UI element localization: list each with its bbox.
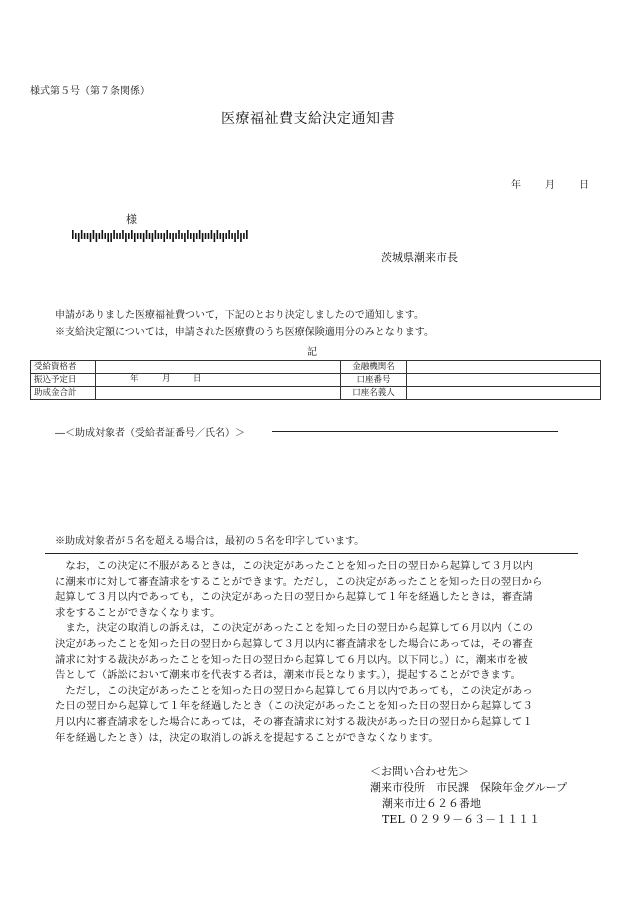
- ki-label: 記: [307, 347, 317, 358]
- label-recipient: 受給資格者: [31, 361, 96, 374]
- barcode-bar: [146, 230, 148, 239]
- label-grant-total: 助成金合計: [31, 387, 96, 400]
- barcode-bar: [178, 230, 180, 239]
- body-line: なお，この決定に不服があるときは，この決定があったことを知った日の翌日から起算して３月以内: [55, 560, 533, 572]
- barcode-bar: [205, 233, 207, 239]
- barcode-bar: [87, 233, 89, 239]
- barcode-bar: [175, 233, 177, 239]
- label-bank-name: 金融機関名: [341, 361, 407, 374]
- barcode-bar: [78, 233, 80, 242]
- body-line: また，決定の取消しの訴えは，この決定があったことを知った日の翌日から起算して６月以内（この: [55, 622, 533, 635]
- barcode-bar: [149, 233, 151, 239]
- subject-heading-rule: [272, 431, 558, 432]
- barcode-bar: [184, 233, 186, 242]
- barcode-bar: [166, 230, 168, 239]
- barcode-bar: [75, 233, 77, 239]
- table-row: [31, 361, 601, 374]
- date-year: 年: [511, 180, 521, 191]
- contact-tel: TEL ０２９９－６３－１１１１: [382, 813, 541, 826]
- body-line: 請求に対する裁決があったことを知った日の翌日から起算して６月以内。以下同じ。）に，潮来市を被: [55, 653, 528, 666]
- barcode-bar: [234, 233, 236, 242]
- barcode-bar: [90, 233, 92, 242]
- barcode-bar: [119, 233, 121, 239]
- form-number: 様式第５号（第７条関係）: [30, 86, 150, 97]
- barcode-bar: [131, 230, 133, 239]
- barcode-bar: [240, 233, 242, 242]
- barcode-bar: [172, 233, 174, 242]
- barcode-bar: [81, 230, 83, 239]
- document-title: 医療福祉費支給決定通知書: [221, 111, 395, 127]
- issuer-name: 茨城県潮来市長: [381, 251, 458, 264]
- barcode-bar: [193, 233, 195, 242]
- barcode-bar: [152, 233, 154, 242]
- barcode-bar: [107, 233, 109, 242]
- body-line: 求をすることができなくなります。: [55, 606, 221, 619]
- barcode-bar: [220, 233, 222, 239]
- barcode-bar: [190, 233, 192, 239]
- transfer-year: 年: [130, 374, 139, 384]
- section-divider: [45, 553, 578, 554]
- payment-info-table: [30, 360, 601, 400]
- barcode-bar: [143, 233, 145, 242]
- barcode-bar: [163, 233, 165, 242]
- contact-address: 潮来市辻６２６番地: [382, 797, 481, 810]
- contact-block: [370, 764, 567, 828]
- barcode-bar: [155, 230, 157, 239]
- barcode-bar: [140, 233, 142, 239]
- barcode-bar: [134, 233, 136, 242]
- barcode-bar: [217, 230, 219, 239]
- barcode-bar: [122, 230, 124, 239]
- barcode-bar: [196, 233, 198, 239]
- barcode-bar: [104, 233, 106, 239]
- transfer-day: 日: [193, 374, 202, 384]
- body-line: ただし，この決定があったことを知った日の翌日から起算して６月以内であっても，この決定があっ: [55, 684, 533, 697]
- label-transfer-date: 振込予定日: [31, 374, 96, 387]
- barcode-bar: [93, 230, 95, 239]
- body-line: 月以内に審査請求をした場合にあっては，その審査請求に対する裁決があった日の翌日から起算して１: [55, 715, 533, 728]
- barcode-bar: [158, 233, 160, 239]
- date-day: 日: [579, 180, 589, 191]
- body-line: 起算して３月以内であっても，この決定があった日の翌日から起算して１年を経過したときは，審査請: [55, 591, 533, 604]
- barcode-bar: [228, 230, 230, 239]
- value-account-number: [407, 374, 601, 387]
- barcode-bar: [116, 233, 118, 239]
- subject-heading: ―＜助成対象者（受給者証番号／氏名）＞: [55, 428, 245, 439]
- intro-line-2: ※支給決定額については，申請された医療費のうち医療保険適用分のみとなります。: [55, 327, 434, 338]
- barcode-bar: [137, 233, 139, 239]
- body-line: 年を経過したとき）は，決定の取消しの訴えを提起することができなくなります。: [55, 731, 439, 744]
- barcode-bar: [202, 233, 204, 242]
- intro-line-1: 申請がありました医療福祉費ついて，下記のとおり決定しましたので通知します。: [55, 310, 424, 321]
- barcode-bar: [128, 233, 130, 239]
- barcode-bar: [84, 233, 86, 239]
- barcode-bar: [72, 230, 74, 239]
- barcode-bar: [222, 233, 224, 242]
- label-account-number: 口座番号: [341, 374, 407, 387]
- body-line: に潮来市に対して審査請求をすることができます。ただし，この決定があったことを知った日の翌日から: [55, 575, 543, 588]
- body-line: 決定があったことを知った日の翌日から起算して３月以内に審査請求をした場合にあっては，その審査: [55, 637, 533, 650]
- recipient-honorific: 様: [126, 213, 137, 226]
- value-account-holder: [407, 387, 601, 400]
- contact-office: 潮来市役所 市民課 保険年金グループ: [370, 781, 568, 794]
- body-line: 告として（訴訟において潮来市を代表する者は，潮来市長となります。），提起することができます。: [55, 669, 521, 682]
- barcode-bar: [199, 230, 201, 239]
- barcode-bar: [246, 230, 248, 239]
- barcode-bar: [225, 233, 227, 239]
- barcode-bar: [169, 233, 171, 239]
- barcode-bar: [231, 233, 233, 239]
- barcode-bar: [110, 233, 112, 242]
- barcode-bar: [208, 233, 210, 239]
- barcode-bar: [243, 233, 245, 239]
- barcode-bar: [211, 230, 213, 239]
- appeal-notice-body: [55, 559, 580, 746]
- date-month: 月: [545, 180, 555, 191]
- barcode-bar: [237, 230, 239, 239]
- five-person-notice: ※助成対象者が５名を超える場合は，最初の５名を印字しています。: [55, 536, 365, 547]
- value-bank-name: [407, 361, 601, 374]
- label-account-holder: 口座名義人: [341, 387, 407, 400]
- barcode-bar: [99, 233, 101, 239]
- value-transfer-date: [96, 374, 341, 387]
- barcode-bar: [161, 233, 163, 239]
- barcode-bar: [113, 230, 115, 239]
- contact-heading: ＜お問い合わせ先＞: [370, 765, 469, 778]
- barcode-bar: [214, 233, 216, 242]
- transfer-month: 月: [162, 374, 171, 384]
- value-recipient: [96, 361, 341, 374]
- barcode-bar: [96, 233, 98, 242]
- table-row: [31, 374, 601, 387]
- barcode-bar: [181, 233, 183, 239]
- barcode-bar: [102, 230, 104, 239]
- value-grant-total: [96, 387, 341, 400]
- table-row: [31, 387, 601, 400]
- customer-barcode: [72, 230, 249, 242]
- barcode-bar: [125, 233, 127, 242]
- body-line: た日の翌日から起算して１年を経過したとき（この決定があったことを知った日の翌日から起算して３: [55, 700, 533, 713]
- barcode-bar: [187, 230, 189, 239]
